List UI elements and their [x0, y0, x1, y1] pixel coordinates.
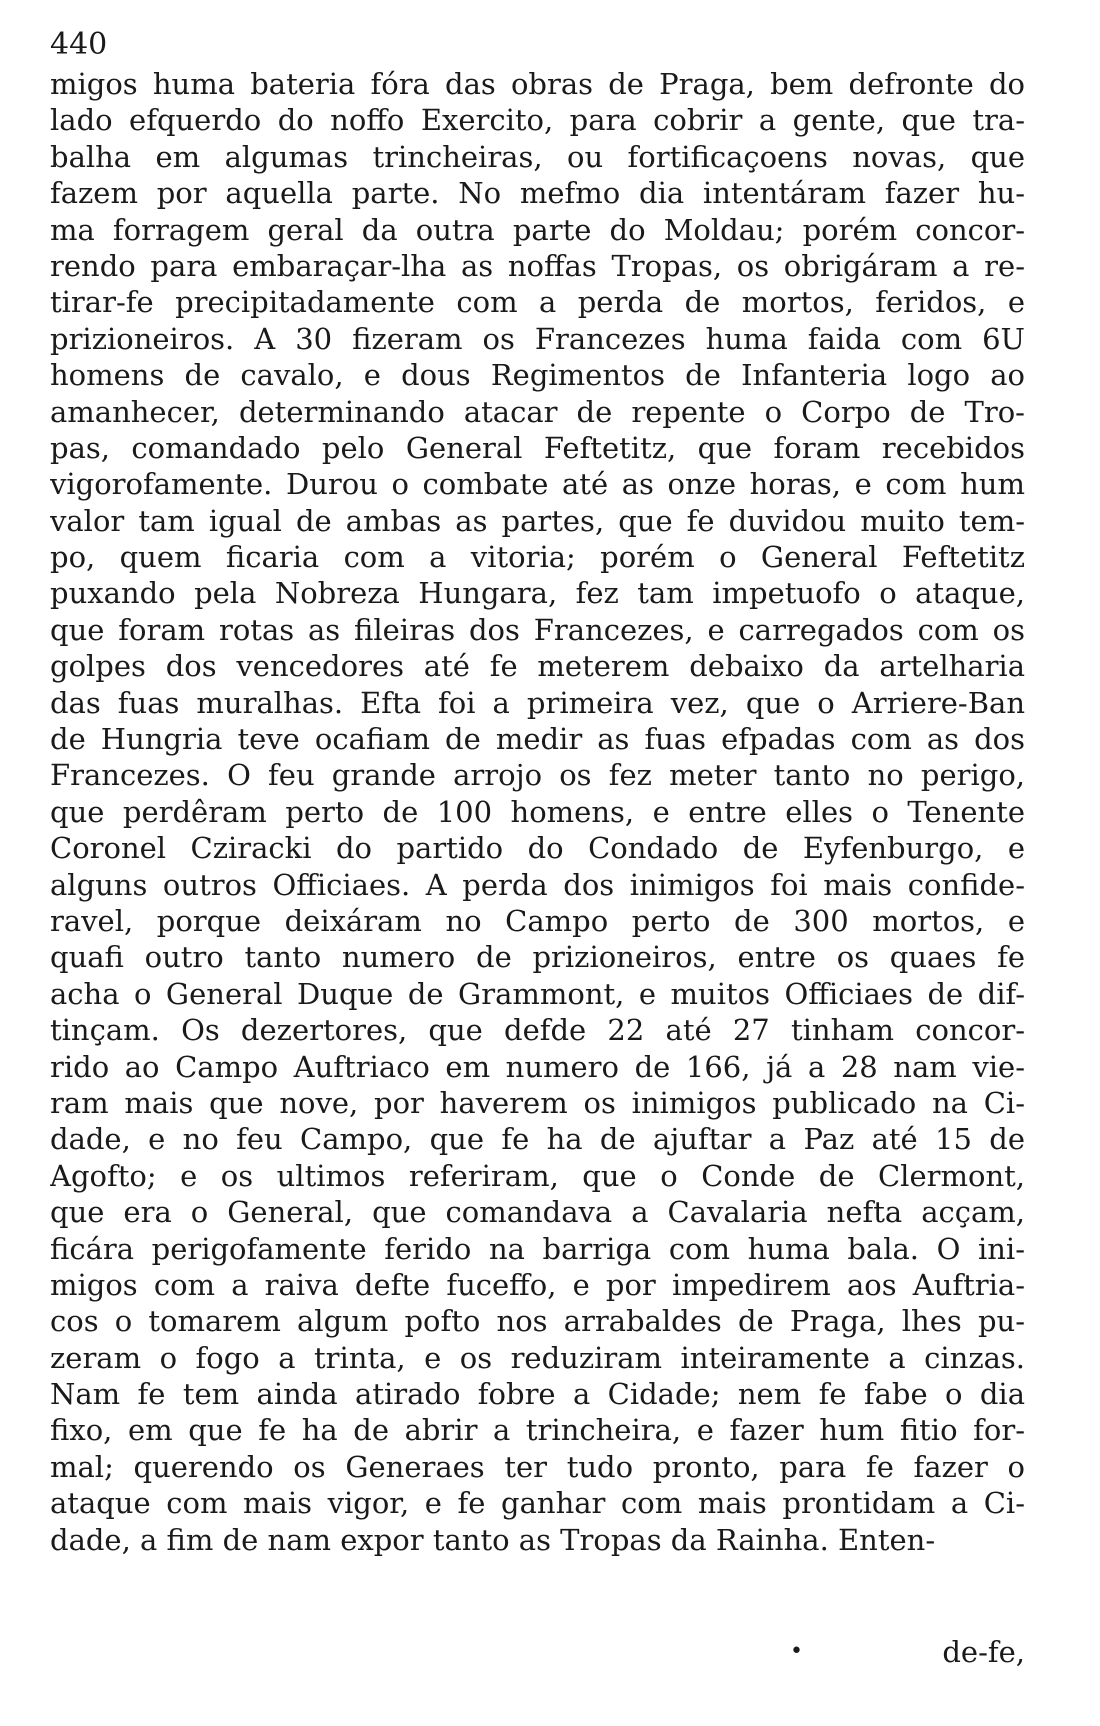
text-line: ataque com mais vigor, e fe ganhar com mais prontidam a Ci- [50, 1486, 1025, 1521]
text-line: dade, e no feu Campo, que fe ha de ajuftar a Paz até 15 de [50, 1122, 1025, 1157]
text-line: rido ao Campo Auftriaco em numero de 166, já a 28 nam vie- [50, 1049, 1025, 1084]
text-line: rendo para embaraçar-lha as noffas Tropas, os obrigáram a re- [50, 248, 1025, 283]
text-line: balha em algumas trincheiras, ou fortificaçoens novas, que [50, 139, 1025, 174]
text-line: migos com a raiva defte fuceffo, e por impedirem aos Auftria- [50, 1267, 1025, 1302]
text-line: Agofto; e os ultimos referiram, que o Conde de Clermont, [50, 1158, 1025, 1193]
text-line: de Hungria teve ocafiam de medir as fuas efpadas com as dos [50, 722, 1025, 757]
text-line: ma forragem geral da outra parte do Moldau; porém concor- [50, 212, 1025, 247]
text-line: tirar-fe precipitadamente com a perda de mortos, feridos, e [50, 285, 1025, 320]
text-line: valor tam igual de ambas as partes, que fe duvidou muito tem- [50, 503, 1025, 538]
text-line: golpes dos vencedores até fe meterem debaixo da artelharia [50, 649, 1025, 684]
text-line: puxando pela Nobreza Hungara, fez tam impetuofo o ataque, [50, 576, 1025, 611]
text-line: que perdêram perto de 100 homens, e entre elles o Tenente [50, 794, 1025, 829]
text-line: fixo, em que fe ha de abrir a trincheira, e fazer hum fitio for- [50, 1413, 1025, 1448]
text-line: po, quem ficaria com a vitoria; porém o General Feftetitz [50, 540, 1025, 575]
text-line: fazem por aquella parte. No mefmo dia intentáram fazer hu- [50, 176, 1025, 211]
text-line: ficára perigofamente ferido na barriga com huma bala. O ini- [50, 1231, 1025, 1266]
text-line: cos o tomarem algum pofto nos arrabaldes de Praga, lhes pu- [50, 1304, 1025, 1339]
text-line: quafi outro tanto numero de prizioneiros, entre os quaes fe [50, 940, 1025, 975]
body-text [50, 66, 1025, 1558]
text-line: vigorofamente. Durou o combate até as onze horas, e com hum [50, 467, 1025, 502]
text-line: Nam fe tem ainda atirado fobre a Cidade; nem fe fabe o dia [50, 1377, 1025, 1412]
page-footer [790, 1632, 1025, 1672]
text-line: pas, comandado pelo General Feftetitz, que foram recebidos [50, 430, 1025, 465]
signature-mark: • [790, 1639, 803, 1664]
text-line: lado efquerdo do noffo Exercito, para cobrir a gente, que tra- [50, 103, 1025, 138]
text-line: prizioneiros. A 30 fizeram os Francezes huma faida com 6U [50, 321, 1025, 356]
text-line: tinçam. Os dezertores, que defde 22 até 27 tinham concor- [50, 1013, 1025, 1048]
text-line: ravel, porque deixáram no Campo perto de 300 mortos, e [50, 903, 1025, 938]
text-line: acha o General Duque de Grammont, e muitos Officiaes de dif- [50, 976, 1025, 1011]
text-line: ram mais que nove, por haverem os inimigos publicado na Ci- [50, 1085, 1025, 1120]
text-line: homens de cavalo, e dous Regimentos de Infanteria logo ao [50, 358, 1025, 393]
text-line: alguns outros Officiaes. A perda dos inimigos foi mais confide- [50, 867, 1025, 902]
text-line: mal; querendo os Generaes ter tudo pronto, para fe fazer o [50, 1449, 1025, 1484]
text-line: dade, a fim de nam expor tanto as Tropas da Rainha. Enten- [50, 1522, 936, 1557]
text-line: Francezes. O feu grande arrojo os fez meter tanto no perigo, [50, 758, 1025, 793]
text-line: das fuas muralhas. Efta foi a primeira vez, que o Arriere-Ban [50, 685, 1025, 720]
text-line: migos huma bateria fóra das obras de Praga, bem defronte do [50, 67, 1025, 101]
page-number: 440 [50, 27, 108, 62]
text-line: que foram rotas as fileiras dos Francezes, e carregados com os [50, 612, 1025, 647]
catchword: de-fe, [942, 1635, 1025, 1669]
text-line: Coronel Cziracki do partido do Condado de Eyfenburgo, e [50, 831, 1025, 866]
text-line: zeram o fogo a trinta, e os reduziram inteiramente a cinzas. [50, 1340, 1025, 1375]
text-line: amanhecer, determinando atacar de repente o Corpo de Tro- [50, 394, 1025, 429]
text-line: que era o General, que comandava a Cavalaria nefta acçam, [50, 1195, 1025, 1230]
